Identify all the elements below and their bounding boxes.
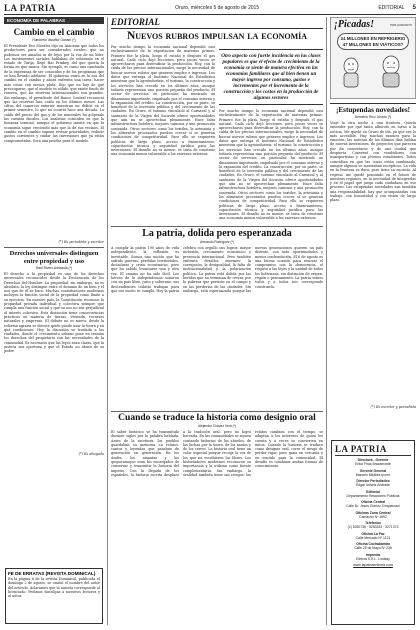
masthead-row: [335, 490, 411, 498]
editorial-body-cont: Por mucho tiempo la economía nacional dependió casi exclusivamente de la exportación de materias primas. Primero fue la plata, luego el estaño y después el gas natural. Cada ciclo dejó lecciones, pero pocas veces se aprovecharon para diversificar la producción. Hoy, con la caída de los precios internacionales, surge la necesidad de buscar nuevos rubros que generen empleo e ingresos. Los datos que entrega el Instituto Nacional de Estadística muestran que la agroindustria, el turismo, la construcción y los servicios han crecido en los últimos años, aunque todavía representan una porción pequeña del producto. El sector de servicios, en particular, ha mostrado un dinamismo importante, impulsado por el consumo interno y la expansión del crédito. La construcción, por su parte, se benefició de la inversión pública y del crecimiento de las ciudades. En Oruro, el turismo vinculado al Carnaval y al santuario de la Virgen del Socavón ofrece oportunidades que aún no se aprovechan plenamente. Hace falta infraestructura hotelera, mejores caminos y una promoción sostenida. Otros sectores como los textiles, la artesanía y los alimentos procesados pueden crecer si se generan condiciones de competitividad. Para ello se requieren políticas de largo plazo, acceso a financiamiento, capacitación técnica y seguridad jurídica para las inversiones. El desafío no es menor: se trata de construir una economía menos vulnerable a los vaivenes externos.: [219, 109, 323, 221]
column-footnote: (*) Es periodista y escritor: [58, 240, 104, 244]
editorial-kicker: EDITORIAL: [111, 17, 160, 27]
speech-bubble: [337, 33, 409, 50]
masthead-name: (2) 5250736 · 5283333 · 5271373: [347, 525, 399, 529]
masthead-row: [335, 479, 411, 487]
cartoon-figures-icon: [331, 52, 415, 88]
masthead-name: Calle 25 de Mayo Nº 238: [354, 546, 392, 550]
masthead-box: [331, 440, 415, 625]
divider: [111, 411, 323, 412]
story-body: Viajé la otra noche a una frontera. Quería entender por qué tanto alboroto en torno a la noticia. Me quedé en Oruro de ida, ya que era lo más accesible. Hay muchas razones para la emoción: las noticias de los últimos días hablan de nuevas inversiones, de proyectos que parecen por fin concretarse y de una ciudad que despierta. Conversé con vendedores, con transportistas y con jóvenes estudiantes. Todos coincidían en que las cosas están cambiando, aunque algunos se mostraban escépticos. La vida en la frontera es dura, pero tiene su encanto. Al regreso me quedé pensando en el futuro de nuestras regiones, en la necesidad de integrarlas y en el papel que juega cada ciudadano en ese proceso. Las estupendas novedades son también una responsabilidad: hay que acompañarlas con trabajo, con honestidad y con visión de largo plazo.: [330, 121, 416, 203]
cartoon-panel: [330, 17, 416, 99]
masthead-role: Imprenta: [365, 552, 381, 557]
masthead-role: Oficina La Paz: [361, 531, 385, 536]
masthead-row: [335, 553, 411, 561]
masthead-row: [335, 469, 411, 477]
masthead-staff: [335, 458, 411, 561]
masthead-row: [335, 458, 411, 466]
masthead-row: [335, 542, 411, 550]
masthead-role: Oficinas Zona Central: [355, 510, 391, 515]
masthead-name: Departamento Relaciones Públicas: [346, 493, 400, 498]
issue-date: Oruro, miércoles 5 de agosto de 2015: [175, 5, 260, 11]
masthead-row: [335, 511, 411, 519]
masthead-name: Erika Frías Bracamonte: [355, 462, 391, 466]
story-body: El saber histórico se ha transmitido durante siglos por la palabra hablada. Antes de la escritura, los pueblos guardaban su memoria en relatos, cantos y leyendas que pasaban de generación en generación. En los Andes, los amautas y los quipucamayoc eran los encargados de conservar y transmitir la historia del imperio. Con la llegada de los españoles, la historia escrita desplazó a la tradición oral, pero no logró borrarla. En las comunidades se siguen contando historias de los abuelos, de las luchas por la tierra, de los santos y de los cerros. La historia oral tiene un valor especial porque recoge la voz de los que no escribieron los libros. Los historiadores modernos reconocen su importancia y la utilizan como fuente complementaria. Sin embargo, la oralidad también tiene sus riesgos: los relatos cambian con el tiempo, se adaptan a los intereses de quien los cuenta y a veces se convierten en mitos. Cuando la historia se traduce como designio oral, corre el riesgo de perder rigor, pero gana en cercanía y en sentido para la comunidad. El desafío es combinar ambas formas de conocimiento.: [111, 430, 323, 477]
masthead-role: Oficina Cochabamba: [356, 542, 390, 546]
masthead-role: Gerente General: [359, 468, 387, 473]
masthead-role: Editorial: [366, 489, 380, 494]
editorial: [111, 17, 323, 222]
divider: [111, 226, 323, 227]
page-number: 5: [412, 5, 416, 11]
editorial-pullquote-box: [219, 49, 323, 105]
cartoon-text-2: 47 MILLONES EN VIÁTICOS?: [342, 41, 404, 47]
story-byline: Alejandro Chávez Vera (*): [197, 424, 237, 428]
story-title: Derechos universales distinguen entre propiedad y uso: [9, 250, 99, 265]
cartoon-title: ¡Picadas!: [334, 19, 374, 30]
cartoon-text-1: 24 MILLONES EN REFRIGERIO: [340, 36, 406, 41]
story-body: A cumplir la patria 190 años de vida independiente, la reflexión es inevitable. Somos una nación que ha sufrido guerras, pérdidas territoriales, dictaduras y crisis económicas, pero que ha sabido levantarse una y otra vez. El camino no ha sido fácil. Los héroes de la independencia soñaron con un país libre, justo y soberano; sus descendientes todavía trabajan para que ese sueño se cumpla. Hoy la patria celebra con orgullo sus logros: mayor inclusión, crecimiento económico y presencia internacional. Pero también enfrenta desafíos enormes: la corrupción, la desigualdad, la falta de institucionalidad y la polarización política. La patria está dolida por las heridas que no terminan de cerrar, por la pobreza que persiste en el campo y en las periferias de las ciudades. Sin embargo, está esperanzada porque las nuevas generaciones quieren un país distinto, con más oportunidades y menos confrontación. El 6 de agosto es una buena ocasión para renovar el compromiso con la democracia, el respeto a las leyes y la unidad de todos los bolivianos, sin distinción de origen, región o pensamiento. La patria somos todos y a todos nos corresponde construirla.: [111, 246, 323, 293]
cartoon-credit: POR GOROSITO: [390, 22, 412, 27]
story-novedades: [330, 103, 416, 403]
masthead-logo: LA PATRIA: [335, 444, 411, 456]
masthead-name: Calle Dr. Jesús Gómez Cinquemani: [346, 504, 400, 508]
divider: [107, 17, 108, 625]
masthead-row: [335, 500, 411, 508]
story-footnote-wrap: [4, 452, 104, 462]
header-rule: [4, 14, 416, 15]
editorial-header: [111, 17, 323, 29]
masthead-name: Editora S.R.L. Lindsay: [356, 556, 390, 561]
section-name: EDITORIAL: [378, 5, 405, 11]
story-footnote: (*) Es abogado: [78, 452, 104, 456]
editorial-body: Por mucho tiempo la economía nacional dependió casi exclusivamente de la exportación de materias primas. Primero fue la plata, luego el estaño y después el gas natural. Cada ciclo dejó lecciones, pero pocas veces se aprovecharon para diversificar la producción. Hoy, con la caída de los precios internacionales, surge la necesidad de buscar nuevos rubros que generen empleo e ingresos. Los datos que entrega el Instituto Nacional de Estadística muestran que la agroindustria, el turismo, la construcción y los servicios han crecido en los últimos años, aunque todavía representan una porción pequeña del producto. El sector de servicios, en particular, ha mostrado un dinamismo importante, impulsado por el consumo interno y la expansión del crédito. La construcción, por su parte, se benefició de la inversión pública y del crecimiento de las ciudades. En Oruro, el turismo vinculado al Carnaval y al santuario de la Virgen del Socavón ofrece oportunidades que aún no se aprovechan plenamente. Hace falta infraestructura hotelera, mejores caminos y una promoción sostenida. Otros sectores como los textiles, la artesanía y los alimentos procesados pueden crecer si se generan condiciones de competitividad. Para ello se requieren políticas de largo plazo, acceso a financiamiento, capacitación técnica y seguridad jurídica para las inversiones. El desafío no es menor: se trata de construir una economía menos vulnerable a los vaivenes externos.: [111, 45, 215, 157]
masthead-role: Teléfonos: [365, 521, 381, 525]
story-title: La patria, dolida pero esperanzada: [142, 228, 292, 239]
story-footnote: (*) Es escritor y periodista: [370, 405, 416, 409]
masthead-role: Directora - Gerente: [357, 458, 389, 462]
masthead-row: [335, 521, 411, 529]
column-title: Cambio en el cambio: [13, 27, 95, 37]
divider: [326, 17, 327, 625]
masthead-name: Édgar Ustariz Andrade: [355, 483, 391, 487]
story-byline: Armando Rodríguez (*): [200, 240, 234, 244]
errata-title: FE DE ERRATAS (REVISTA DOMINICAL): [8, 571, 96, 576]
cartoon-header: [331, 18, 415, 31]
story-patria: [111, 228, 323, 408]
column-economia: [4, 17, 104, 245]
newspaper-logo: LA PATRIA: [4, 3, 56, 13]
website-link[interactable]: www.lapatriaenlinea.com: [353, 563, 393, 567]
page-header: [4, 3, 416, 13]
story-byline: Raúl Rivero Adriázola (*): [35, 266, 73, 270]
errata-box: [5, 568, 103, 624]
masthead-role: Oficina Central: [360, 500, 386, 504]
story-derechos: [4, 250, 104, 450]
story-footnote-wrap: [330, 405, 416, 413]
column-kicker: ECONOMÍA DE PALABRAS: [4, 17, 104, 24]
editorial-pullquote: Otro aspecto con fuerte incidencia en las clases populares es que el efecto de crecimiento de la economía se siente de manera efectiva en las economías familiares que al bien tienen un mayor ingreso por consumo, gastos e incrementos por el incremento de la construcción y los costos en la producción de algunos sectores: [221, 53, 321, 101]
story-byline: Demetrio Ruíz Jurado (*): [354, 115, 392, 119]
masthead-name: Calle Mercado Nº 1121: [355, 535, 391, 540]
masthead-name: Camacho Nº 1892: [359, 514, 387, 519]
editorial-columns: [111, 45, 323, 222]
story-title: ¡Estupendas novedades!: [330, 103, 416, 114]
errata-body: En la página 6 de la revista Dominical, publicada el domingo 2 de agosto, se omitió el nombre del autor del artículo. Aclaramos que la autoría corresponde al licenciado. Pedimos disculpas a nuestros lectores y al autor.: [8, 577, 100, 599]
column-byline: Humberto Vacaflor Ganam (*): [32, 38, 76, 42]
masthead-name: Marcelo Miralles Iporre: [355, 472, 391, 477]
story-title: Cuando se traduce la historia como designio oral: [118, 413, 316, 423]
masthead-role: Director Periodístico: [356, 479, 390, 483]
divider: [4, 247, 104, 248]
editorial-title: Nuevos rubros impulsan la economía: [126, 30, 308, 42]
story-body: El derecho a la propiedad es uno de los derechos universales reconocidos desde la Declaración de los Derechos del Hombre. La propiedad, sin embargo, no es absoluta: la ley distingue entre el dominio de un bien y el uso que de él se hace. Muchas constituciones modernas incluyen la función social de la propiedad como límite a su ejercicio. En nuestro país, la Constitución reconoce la propiedad privada individual y colectiva siempre que cumpla una función social y que su uso no sea perjudicial al interés colectivo. Esta distinción tiene consecuencias prácticas en materia de tierras, vivienda, recursos naturales y empresas. El debate no es nuevo: desde la reforma agraria se discute quién puede usar la tierra y en qué condiciones. Hoy la discusión se traslada a las ciudades, donde el crecimiento urbano pone en tensión los derechos del propietario con las necesidades de la comunidad. Es necesario que las leyes sean claras, que la justicia sea oportuna y que el Estado no abuse de su poder.: [4, 272, 104, 354]
masthead-row: [335, 532, 411, 540]
story-oral: [111, 413, 323, 625]
editorial-right: [219, 45, 323, 222]
column-body: El Presidente Evo Morales dijo en Atacama que todos los productores para ser considerados rivales, que no podemos ser amados ni de lejos por la voz de un líder. Los movimientos sociales hablaban de soberanía en el estado de Tarija, llegó Hai Prinkey, del que quería la forma en que marca. Sin ejemplo, es como una cambiada de la esperanza de ser conocidos y de los programas que se han llevado adelante. El gobierno entró en la era del cambio en el cambio y ahora enfrenta una tarea: hacer más cosas con menos plata. Dijo que no hay de qué preocuparse, que el modelo es sólido, que existe fondo de reserva, que las reservas internacionales son grandes. Sin embargo, el presidente del Banco Central reconoció que las reservas han caído en los últimos meses. Las cifras del comercio exterior muestran un déficit en el primer semestre, lo que no ocurría hace una década. La caída del precio del gas y de los minerales ha golpeado las cuentas fiscales. Los analistas coinciden en que la bonanza terminó, aunque el gobierno insiste en que la economía sigue creciendo más que la de sus vecinos. El cambio en el cambio supone revisar prioridades, reducir gastos corrientes y cuidar las inversiones que ya están comprometidas. Será una prueba para el modelo.: [4, 44, 104, 143]
